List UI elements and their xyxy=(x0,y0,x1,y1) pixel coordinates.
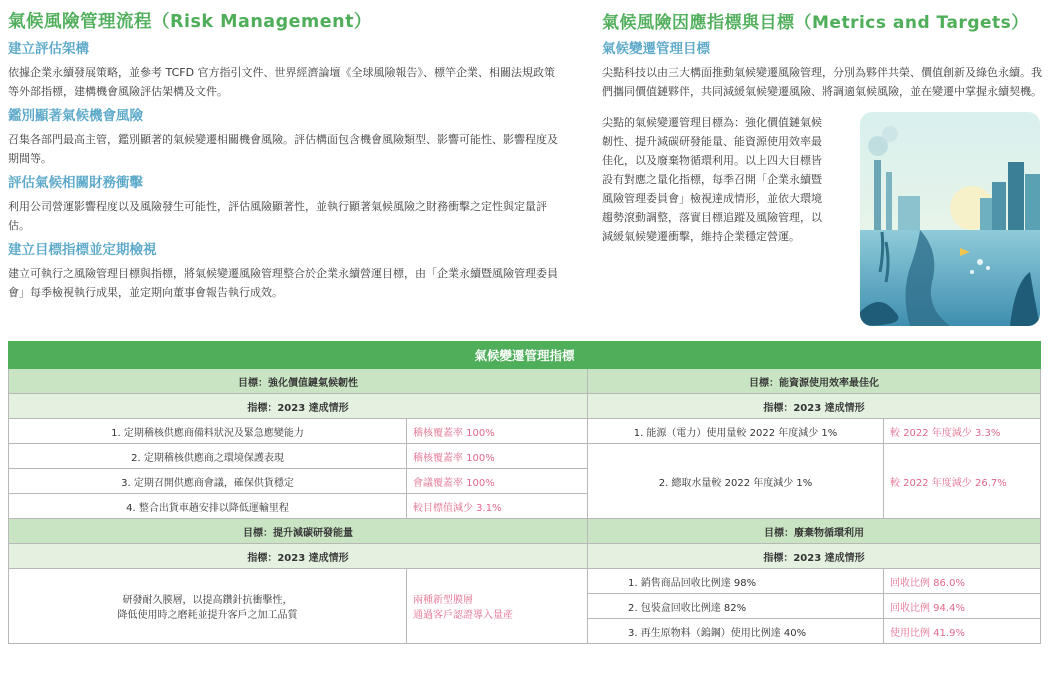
indicator-header: 指標：2023 達成情形 xyxy=(9,394,588,419)
risk-management-section xyxy=(8,0,560,308)
climate-indicator-table xyxy=(8,341,1040,644)
table-row xyxy=(9,444,1041,469)
indicator-result: 會議覆蓋率 100% xyxy=(407,469,588,494)
indicator-result-line: 兩種新型膜層 xyxy=(413,595,473,606)
goal-header: 目標：強化價值鏈氣候韌性 xyxy=(9,369,588,394)
goal-header: 目標：廢棄物循環利用 xyxy=(588,519,1041,544)
goal-header: 目標：能資源使用效率最佳化 xyxy=(588,369,1041,394)
indicator-item xyxy=(9,569,407,644)
section-heading: 建立評估架構 xyxy=(8,41,89,57)
indicator-item: 2. 總取水量較 2022 年度減少 1% xyxy=(588,444,884,519)
risk-management-title: 氣候風險管理流程（Risk Management） xyxy=(8,12,372,32)
indicator-result: 較 2022 年度減少 26.7% xyxy=(884,444,1041,519)
climate-city-ocean-illustration xyxy=(860,112,1040,326)
indicator-result: 回收比例 94.4% xyxy=(884,594,1041,619)
indicator-header: 指標：2023 達成情形 xyxy=(9,544,588,569)
indicator-item: 2. 定期稽核供應商之環境保護表現 xyxy=(9,444,407,469)
indicator-item: 1. 能源（電力）使用量較 2022 年度減少 1% xyxy=(588,419,884,444)
table-row xyxy=(9,569,1041,594)
section-text: 召集各部門最高主管，鑑別顯著的氣候變遷相關機會風險。評估構面包含機會風險類型、影響可能性、影響程度及期間等。 xyxy=(8,133,558,165)
section-text: 建立可執行之風險管理目標與指標，將氣候變遷風險管理整合於企業永續營運目標，由「企業永續暨風險管理委員會」每季檢視執行成果，並定期向董事會報告執行成效。 xyxy=(8,267,558,299)
indicator-item-line: 降低使用時之磨耗並提升客戶之加工品質 xyxy=(117,610,298,621)
indicator-result: 較目標值減少 3.1% xyxy=(407,494,588,519)
goal-header: 目標：提升減碳研發能量 xyxy=(9,519,588,544)
indicator-item: 4. 整合出貨車趟安排以降低運輸里程 xyxy=(9,494,407,519)
indicator-result: 稽核覆蓋率 100% xyxy=(407,419,588,444)
indicator-item: 3. 定期召開供應商會議，確保供貨穩定 xyxy=(9,469,407,494)
table-title: 氣候變遷管理指標 xyxy=(9,342,1041,369)
indicator-item: 3. 再生原物料（鎢鋼）使用比例達 40% xyxy=(588,619,884,644)
indicator-result: 稽核覆蓋率 100% xyxy=(407,444,588,469)
indicator-item: 1. 定期稽核供應商備料狀況及緊急應變能力 xyxy=(9,419,407,444)
indicator-result: 使用比例 41.9% xyxy=(884,619,1041,644)
management-goal-detail: 尖點的氣候變遷管理目標為：強化價值鏈氣候韌性、提升減碳研發能量、能資源使用效率最佳化，以及廢棄物循環利用。以上四大目標皆設有對應之量化指標，每季召開「企業永續暨風險管理委員會」檢視達成情形，並依大環境趨勢滾動調整，落實目標追蹤及風險管理，以減緩氣候變遷衝擊，維持企業穩定營運。 xyxy=(602,116,822,243)
indicator-result: 回收比例 86.0% xyxy=(884,569,1041,594)
indicator-result-line: 通過客戶認證導入量產 xyxy=(413,610,513,621)
section-heading: 鑑別顯著氣候機會風險 xyxy=(8,108,143,124)
management-goal-heading: 氣候變遷管理目標 xyxy=(602,41,710,57)
indicator-header: 指標：2023 達成情形 xyxy=(588,544,1041,569)
section-text: 依據企業永續發展策略，並參考 TCFD 官方指引文件、世界經濟論壇《全球風險報告》、標竿企業、相關法規政策等外部指標，建構機會風險評估架構及文件。 xyxy=(8,66,556,98)
metrics-targets-title: 氣候風險因應指標與目標（Metrics and Targets） xyxy=(602,13,1029,33)
section-text: 利用公司營運影響程度以及風險發生可能性，評估風險顯著性，並執行顯著氣候風險之財務衝擊之定性與定量評估。 xyxy=(8,200,547,232)
indicator-item: 1. 銷售商品回收比例達 98% xyxy=(588,569,884,594)
table-row xyxy=(9,419,1041,444)
indicator-item-line: 研發耐久膜層，以提高鑽針抗衝擊性， xyxy=(122,595,293,606)
management-goal-text: 尖點科技以由三大構面推動氣候變遷風險管理，分別為夥伴共榮、價值創新及綠色永續。我們攜同價值鏈夥伴，共同減緩氣候變遷風險、將調適氣候風險，並在變遷中掌握永續契機。 xyxy=(602,66,1042,98)
indicator-result xyxy=(407,569,588,644)
section-heading: 評估氣候相關財務衝擊 xyxy=(8,175,143,191)
indicator-header: 指標：2023 達成情形 xyxy=(588,394,1041,419)
section-heading: 建立目標指標並定期檢視 xyxy=(8,242,157,258)
indicator-result: 較 2022 年度減少 3.3% xyxy=(884,419,1041,444)
indicator-item: 2. 包裝盒回收比例達 82% xyxy=(588,594,884,619)
